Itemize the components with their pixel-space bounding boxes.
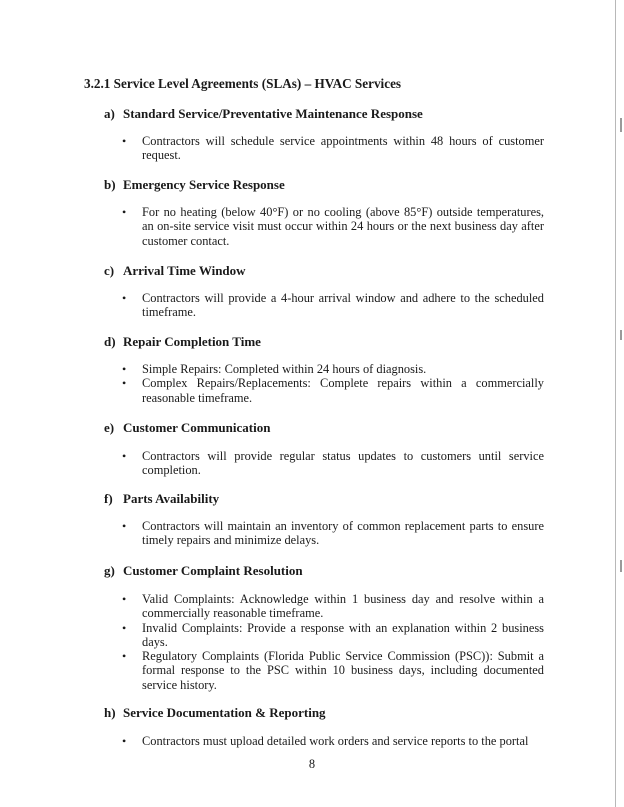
section-letter: g) [104, 563, 115, 578]
section-letter: a) [104, 106, 115, 121]
bullet-list [121, 734, 544, 748]
list-item: • Contractors will provide regular status updates to customers until service completion. [121, 449, 544, 478]
section-letter: d) [104, 334, 116, 349]
section-heading-text: Service Documentation & Reporting [123, 705, 326, 720]
list-item: • For no heating (below 40°F) or no cooling (above 85°F) outside temperatures, an on-site service visit must occur within 24 hours or the next business day after customer contact. [121, 205, 544, 248]
page-edge-mark [620, 330, 622, 340]
page-number: 8 [308, 757, 316, 771]
section-heading [104, 563, 303, 579]
section-heading [104, 491, 219, 507]
list-item: • Contractors will provide a 4-hour arrival window and adhere to the scheduled timeframe. [121, 291, 544, 320]
bullet-list [121, 592, 544, 692]
section-heading-text: Customer Communication [123, 420, 271, 435]
bullet-list [121, 519, 544, 548]
section-letter: c) [104, 263, 115, 278]
page-edge-mark [620, 560, 622, 572]
section-heading-text: Parts Availability [123, 491, 220, 506]
section-heading [104, 106, 423, 122]
list-item: • Contractors will maintain an inventory of common replacement parts to ensure timely repairs and minimize delays. [121, 519, 544, 548]
list-item: • Complex Repairs/Replacements: Complete repairs within a commercially reasonable timeframe. [121, 376, 544, 405]
bullet-list [121, 449, 544, 478]
page-edge-line [615, 0, 616, 807]
bullet-list [121, 291, 544, 320]
list-item: • Contractors must upload detailed work orders and service reports to the portal [121, 734, 544, 748]
list-item: • Regulatory Complaints (Florida Public Service Commission (PSC)): Submit a formal response to the PSC within 10 business days, including documented service history. [121, 649, 544, 692]
section-heading [104, 334, 261, 350]
section-heading-text: Customer Complaint Resolution [123, 563, 303, 578]
section-heading-text: Standard Service/Preventative Maintenance Response [123, 106, 423, 121]
section-heading-text: Arrival Time Window [123, 263, 246, 278]
section-heading [104, 705, 326, 721]
section-title: 3.2.1 Service Level Agreements (SLAs) – HVAC Services [84, 76, 402, 91]
section-letter: e) [104, 420, 115, 435]
section-heading [104, 263, 246, 279]
section-heading [104, 177, 285, 193]
section-letter: f) [104, 491, 113, 506]
bullet-list [121, 362, 544, 405]
section-heading [104, 420, 270, 436]
bullet-list [121, 134, 544, 163]
section-heading-text: Repair Completion Time [123, 334, 261, 349]
bullet-list [121, 205, 544, 248]
list-item: • Simple Repairs: Completed within 24 hours of diagnosis. [121, 362, 544, 376]
section-letter: h) [104, 705, 116, 720]
list-item: • Valid Complaints: Acknowledge within 1 business day and resolve within a commercially reasonable timeframe. [121, 592, 544, 621]
page-edge-mark [620, 118, 622, 132]
section-heading-text: Emergency Service Response [123, 177, 285, 192]
list-item: • Contractors will schedule service appointments within 48 hours of customer request. [121, 134, 544, 163]
list-item: • Invalid Complaints: Provide a response with an explanation within 2 business days. [121, 621, 544, 650]
section-letter: b) [104, 177, 116, 192]
